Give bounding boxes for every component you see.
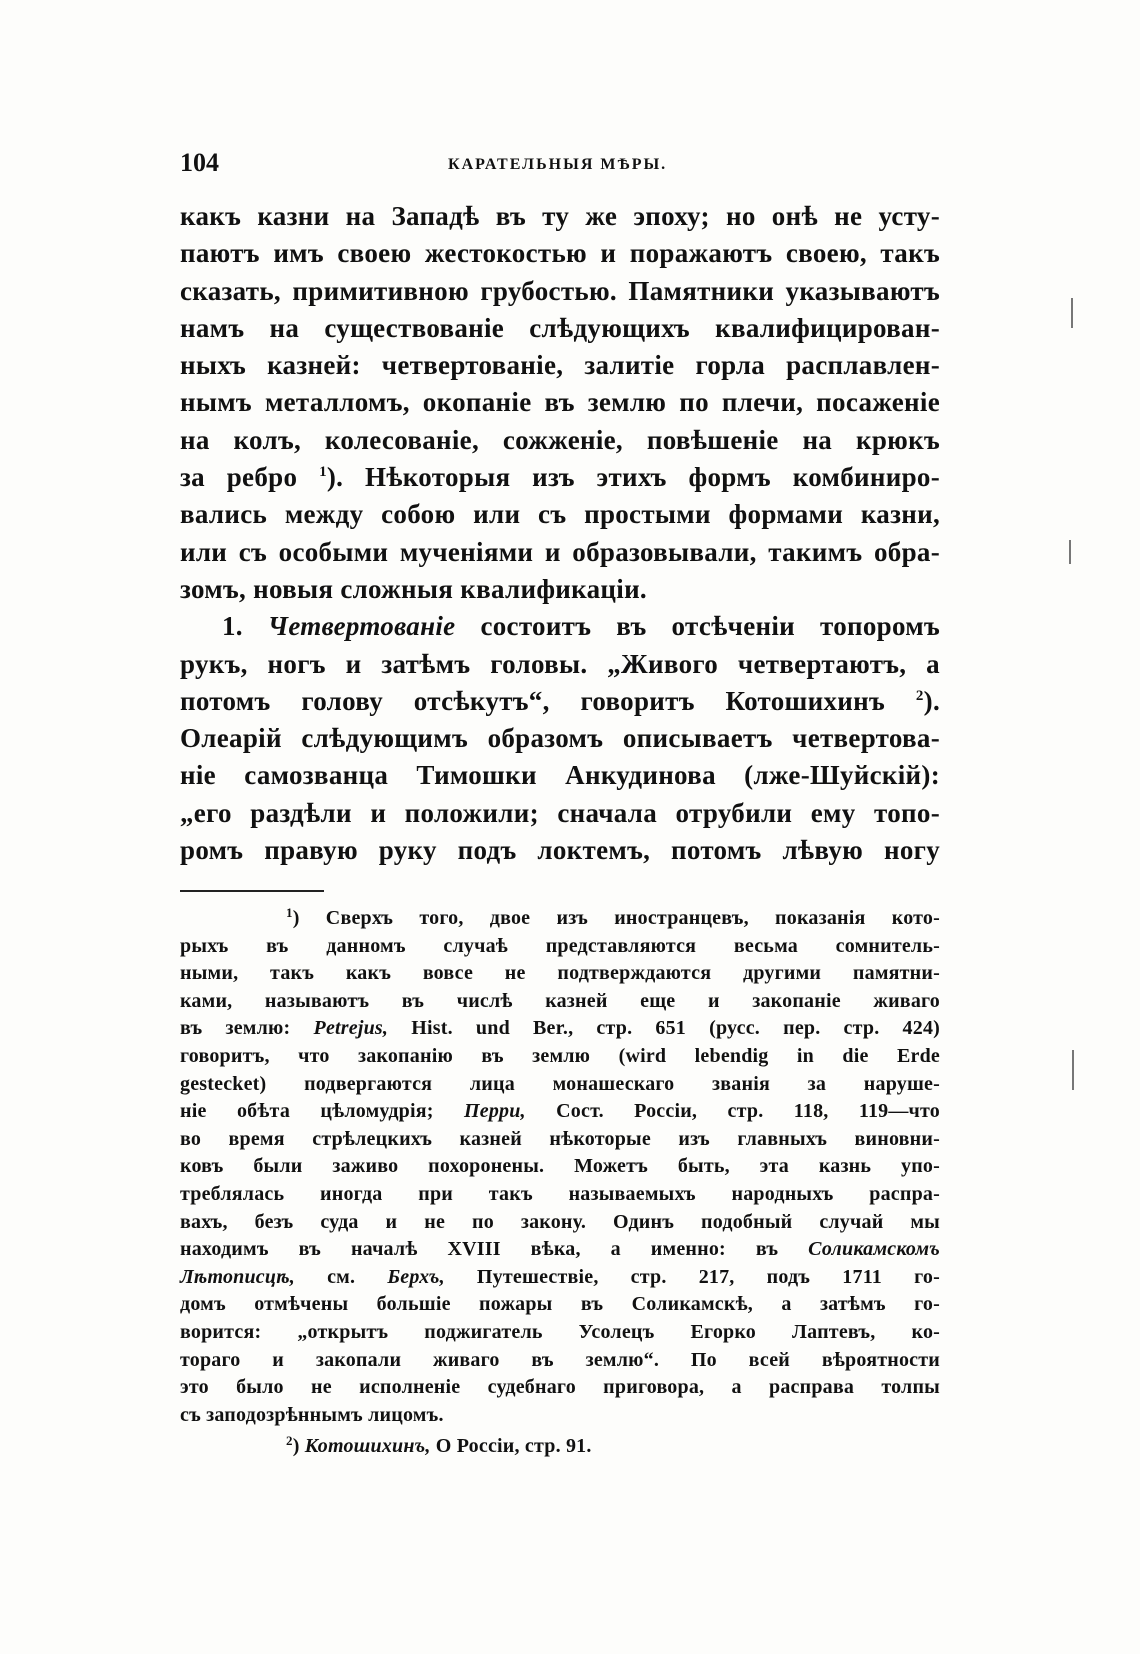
footnote-text: О Россіи, стр. 91.	[430, 1435, 592, 1458]
text-line: или съ особыми мученіями и образовывали, такимъ обра-	[180, 536, 940, 567]
text-line: зомъ, новыя сложныя квалификаціи.	[180, 573, 647, 604]
footnote-line	[180, 1433, 940, 1461]
text-line	[180, 683, 940, 720]
text-segment: за ребро	[180, 462, 298, 493]
cited-author: Petrejus,	[313, 1017, 389, 1040]
cited-source: Лѣтописцѣ,	[180, 1265, 295, 1288]
footnote-line: домъ отмѣчены большіе пожары въ Соликамскѣ, а затѣмъ го-	[180, 1293, 940, 1316]
footnote-line	[180, 1098, 940, 1126]
footnote-line: во время стрѣлецкихъ казней нѣкоторые изъ главныхъ виновни-	[180, 1127, 940, 1150]
footnote-line	[180, 1236, 940, 1264]
footnote-divider	[180, 890, 324, 892]
footnote-text: Hist. und Ber., стр. 651 (русс. пер. стр. 424)	[388, 1017, 941, 1040]
footnote-text: ніе обѣта цѣломудрія;	[180, 1100, 464, 1123]
text-line	[180, 459, 940, 496]
footnote-line: тораго и закопали живаго въ землю“. По всей вѣроятности	[180, 1348, 940, 1371]
footnote-line	[180, 1015, 940, 1043]
footnote-mark: 1	[286, 905, 293, 920]
text-line: паютъ имъ своею жестокостью и поражаютъ своею, такъ	[180, 238, 940, 269]
section-term: Четвертованіе	[267, 611, 456, 642]
text-line: ныхъ казней: четвертованіе, залитіе горла расплавлен-	[180, 350, 940, 381]
text-line: рукъ, ногъ и затѣмъ головы. „Живого четвертаютъ, а	[180, 648, 940, 679]
footnote-line: это было не исполненіе судебнаго приговора, а расправа толпы	[180, 1376, 940, 1399]
footnote-text: )	[292, 1435, 305, 1458]
page-number: 104	[180, 148, 219, 177]
footnote-text: Сост. Россіи, стр. 118, 119—что	[525, 1100, 940, 1123]
footnote-text: см.	[294, 1265, 388, 1288]
footnote-line: ными, такъ какъ вовсе не подтверждаются другими памятни-	[180, 962, 940, 985]
running-title: КАРАТЕЛЬНЫЯ МѢРЫ.	[448, 156, 668, 173]
footnote-line: gestecket) подвергаются лица монашескаго званія за наруше-	[180, 1072, 940, 1095]
footnote-1	[180, 905, 940, 1429]
scan-margin-mark	[1072, 1050, 1074, 1090]
text-line: сказать, примитивною грубостью. Памятники указываютъ	[180, 275, 940, 306]
footnote-line: треблялась иногда при такъ называемыхъ народныхъ распра-	[180, 1182, 940, 1205]
page-header	[180, 148, 940, 182]
footnote-text: находимъ въ началѣ XVIII вѣка, а именно: въ	[180, 1238, 809, 1261]
text-segment: ). Нѣкоторыя изъ этихъ формъ комбиниро-	[326, 462, 940, 493]
text-line: ромъ правую руку подъ локтемъ, потомъ лѣвую ногу	[180, 835, 940, 866]
main-text	[180, 198, 940, 869]
footnote-line: вахъ, безъ суда и не по закону. Одинъ подобный случай мы	[180, 1210, 940, 1233]
footnote-line: ковъ были заживо похоронены. Можетъ быть, эта казнь упо-	[180, 1155, 940, 1178]
text-line: на колъ, колесованіе, сожженіе, повѣшеніе на крюкъ	[180, 424, 940, 455]
text-segment: 1.	[222, 611, 268, 642]
footnote-text: ) Сверхъ того, двое изъ иностранцевъ, показанія кото-	[292, 907, 940, 929]
text-segment: состоитъ въ отсѣченіи топоромъ	[455, 611, 940, 642]
text-segment: потомъ голову отсѣкутъ“, говоритъ Котошихинъ	[180, 685, 886, 716]
footnote-ref-2[interactable]: 2	[915, 687, 924, 704]
text-line	[180, 608, 940, 645]
text-segment: ).	[923, 685, 940, 716]
footnote-line: съ заподозрѣннымъ лицомъ.	[180, 1403, 444, 1426]
footnote-line: ками, называютъ въ числѣ казней еще и закопаніе живаго	[180, 989, 940, 1012]
footnotes	[180, 905, 940, 1461]
text-line: „его раздѣли и положили; сначала отрубили ему топо-	[180, 797, 940, 828]
scan-margin-mark	[1071, 298, 1073, 328]
footnote-text: въ землю:	[180, 1017, 314, 1040]
footnote-line	[180, 1264, 940, 1292]
footnote-line: ворится: „открытъ поджигатель Усолецъ Егорко Лаптевъ, ко-	[180, 1320, 940, 1343]
footnote-line: говоритъ, что закопанію въ землю (wird lebendig in die Erde	[180, 1044, 940, 1067]
footnote-2	[180, 1433, 940, 1461]
footnote-mark: 2	[286, 1433, 293, 1449]
text-line: намъ на существованіе слѣдующихъ квалифицирован-	[180, 312, 940, 343]
text-line: Олеарій слѣдующимъ образомъ описываетъ четвертова-	[180, 723, 940, 754]
text-line: вались между собою или съ простыми формами казни,	[180, 499, 940, 530]
text-line: нымъ металломъ, окопаніе въ землю по плечи, посаженіе	[180, 387, 940, 418]
footnote-ref-1[interactable]: 1	[319, 464, 327, 481]
footnote-text: Путешествіе, стр. 217, подъ 1711 го-	[444, 1265, 940, 1288]
footnote-line	[180, 905, 940, 933]
cited-source: Соликамскомъ	[808, 1238, 940, 1261]
text-line: ніе самозванца Тимошки Анкудинова (лже-Шуйскій):	[180, 760, 940, 791]
footnote-line: рыхъ въ данномъ случаѣ представляются весьма сомнитель-	[180, 934, 940, 957]
cited-author: Берхъ,	[387, 1265, 445, 1288]
cited-author: Котошихинъ,	[304, 1435, 431, 1458]
text-line: какъ казни на Западѣ въ ту же эпоху; но онѣ не усту-	[180, 201, 940, 231]
scan-margin-mark	[1069, 540, 1071, 564]
cited-author: Перри,	[464, 1100, 526, 1123]
